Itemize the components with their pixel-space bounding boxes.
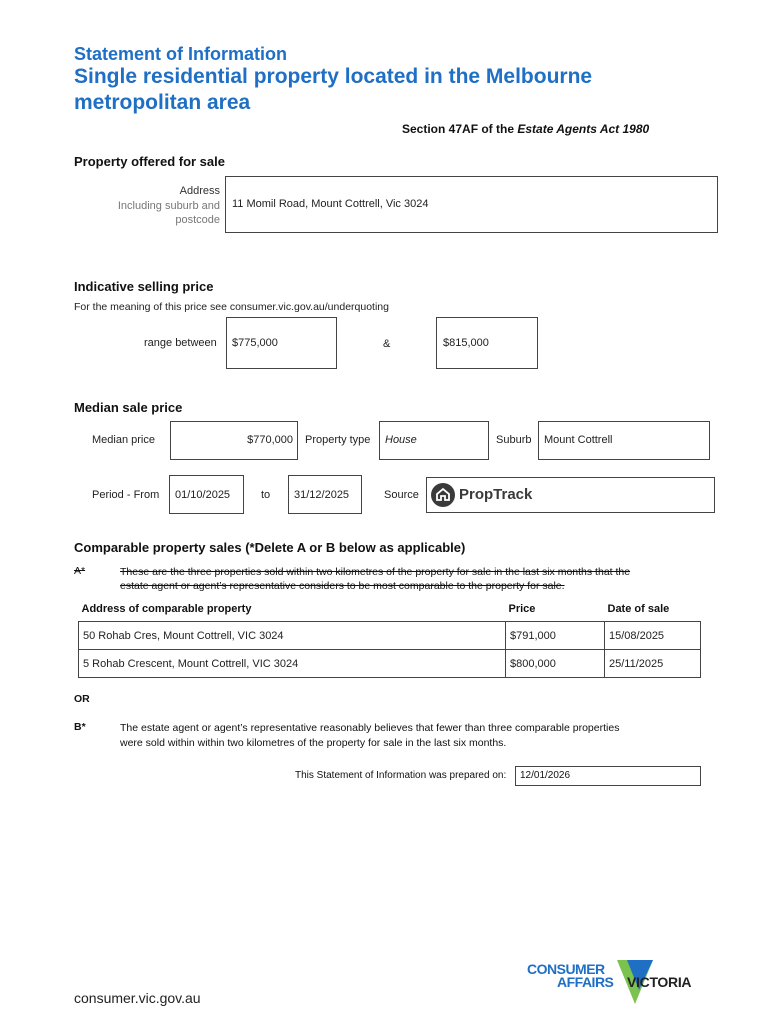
source-label: Source: [384, 489, 419, 501]
table-header-row: [79, 603, 701, 622]
comparable-heading: Comparable property sales (*Delete A or B below as applicable): [74, 540, 466, 555]
period-from-field[interactable]: [169, 475, 244, 514]
property-heading: Property offered for sale: [74, 154, 225, 169]
table-row: [79, 650, 701, 678]
source-value: PropTrack: [459, 486, 533, 503]
col-address-header: Address of comparable property: [81, 603, 252, 615]
option-b-text: The estate agent or agent’s representative reasonably believes that fewer than three comparable properties were sold within within two kilometres of the property for sale in the last six months.: [120, 722, 620, 749]
logo-text-affairs: AFFAIRS: [557, 974, 614, 990]
table-row: [79, 622, 701, 650]
source-field[interactable]: [426, 477, 715, 513]
row-date[interactable]: 25/11/2025: [605, 650, 701, 678]
prepared-label: This Statement of Information was prepared on:: [295, 770, 507, 781]
suburb-field[interactable]: [538, 421, 710, 460]
property-type-value: House: [385, 434, 417, 446]
row-address[interactable]: 5 Rohab Crescent, Mount Cottrell, VIC 3024: [79, 650, 506, 678]
option-a-label: A*: [74, 565, 86, 577]
or-separator: OR: [74, 693, 90, 705]
legislation-reference: Section 47AF of the Estate Agents Act 1980: [402, 122, 650, 136]
document-subtitle: Statement of Information: [74, 44, 288, 64]
address-value: 11 Momil Road, Mount Cottrell, Vic 3024: [232, 198, 429, 210]
document-title: Single residential property located in the Melbourne metropolitan area: [74, 65, 593, 114]
median-heading: Median sale price: [74, 400, 183, 415]
property-type-label: Property type: [305, 434, 371, 446]
proptrack-logo-icon: [431, 483, 455, 507]
period-from-value: 01/10/2025: [175, 489, 231, 501]
row-price[interactable]: $791,000: [506, 622, 605, 650]
row-price[interactable]: $800,000: [506, 650, 605, 678]
address-field[interactable]: [225, 176, 718, 233]
price-high-field[interactable]: [436, 317, 538, 369]
prepared-date-field[interactable]: [515, 766, 701, 786]
price-low-value: $775,000: [232, 337, 278, 349]
price-high-value: $815,000: [443, 337, 489, 349]
suburb-label: Suburb: [496, 434, 532, 446]
suburb-value: Mount Cottrell: [544, 434, 613, 446]
logo-text-consumer: CONSUMER: [527, 961, 605, 977]
median-price-label: Median price: [92, 434, 155, 446]
underquoting-note: For the meaning of this price see consumer.vic.gov.au/underquoting: [74, 301, 389, 313]
range-label: range between: [144, 337, 217, 349]
period-to-value: 31/12/2025: [294, 489, 350, 501]
period-to-field[interactable]: [288, 475, 362, 514]
median-price-field[interactable]: [170, 421, 298, 460]
row-date[interactable]: 15/08/2025: [605, 622, 701, 650]
logo-text-victoria: VICTORIA: [627, 974, 692, 990]
address-label: Address Including suburb and postcode: [117, 185, 220, 226]
price-low-field[interactable]: [226, 317, 337, 369]
footer-url[interactable]: consumer.vic.gov.au: [74, 990, 201, 1006]
col-date-header: Date of sale: [607, 603, 670, 615]
prepared-date-value: 12/01/2026: [520, 770, 571, 781]
period-to-label: to: [261, 489, 271, 501]
row-address[interactable]: 50 Rohab Cres, Mount Cottrell, VIC 3024: [79, 622, 506, 650]
median-price-value: $770,000: [247, 434, 293, 446]
ampersand: &: [383, 338, 391, 350]
consumer-affairs-logo: [527, 958, 707, 1008]
col-price-header: Price: [508, 603, 536, 615]
indicative-heading: Indicative selling price: [74, 279, 214, 294]
option-b-label: B*: [74, 721, 86, 733]
period-from-label: Period - From: [92, 489, 160, 501]
comparable-table: [78, 603, 701, 678]
property-type-field[interactable]: [379, 421, 489, 460]
option-a-text: These are the three properties sold within two kilometres of the property for sale in the last six months that the estate agent or agent’s representative considers to be most comparable to the property for sale.: [120, 566, 631, 592]
